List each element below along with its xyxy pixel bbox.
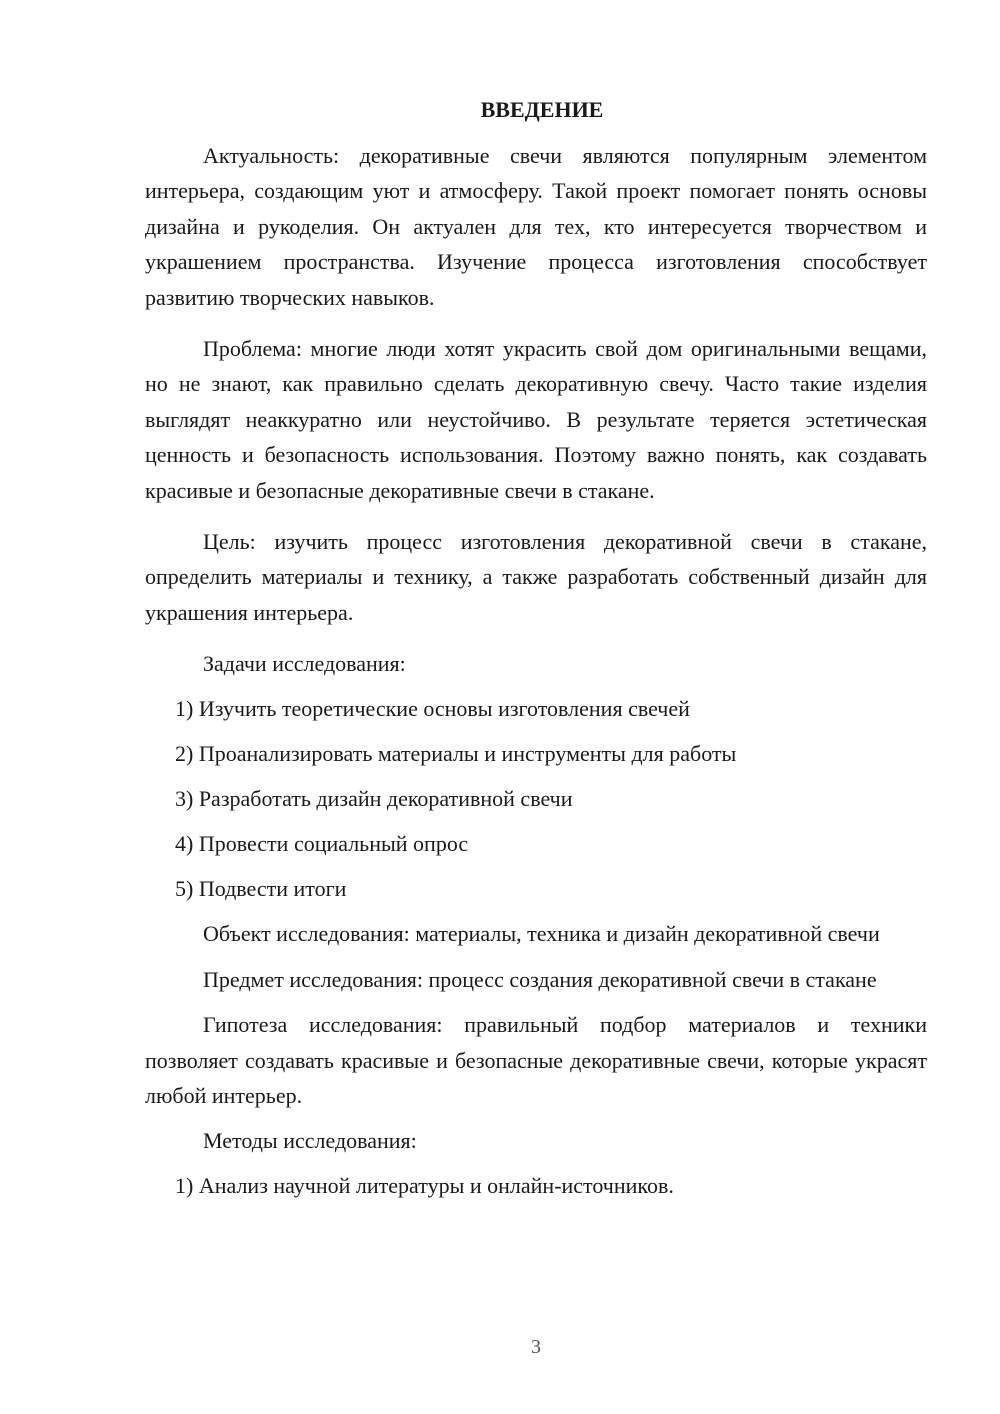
list-item: 2) Проанализировать материалы и инструменты для работы — [175, 741, 737, 767]
methods-title: Методы исследования: — [203, 1128, 417, 1154]
section-heading: ВВЕДЕНИЕ — [480, 97, 604, 122]
object-paragraph: Объект исследования: материалы, техника и дизайн декоративной свечи — [203, 921, 880, 947]
goal-paragraph: Цель: изучить процесс изготовления декоративной свечи в стакане, определить материалы и технику, а также разработать собственный дизайн для украшения интерьера. — [145, 529, 927, 625]
hypothesis-paragraph: Гипотеза исследования: правильный подбор материалов и техники позволяет создавать красивые и безопасные декоративные свечи, которые украсят любой интерьер. — [145, 1012, 927, 1108]
list-item: 1) Изучить теоретические основы изготовления свечей — [175, 696, 690, 722]
relevance-paragraph: Актуальность: декоративные свечи являются популярным элементом интерьера, создающим уют и атмосферу. Такой проект помогает понять основы дизайна и рукоделия. Он актуален для тех, кто интересуется творчеством и украшением пространства. Изучение процесса изготовления способствует развитию творческих навыков. — [145, 143, 927, 310]
list-item: 5) Подвести итоги — [175, 876, 347, 902]
subject-paragraph: Предмет исследования: процесс создания декоративной свечи в стакане — [203, 966, 877, 992]
document-page — [145, 92, 927, 1203]
list-item: 1) Анализ научной литературы и онлайн-источников. — [175, 1173, 674, 1199]
page-number: 3 — [531, 1336, 541, 1358]
problem-paragraph: Проблема: многие люди хотят украсить свой дом оригинальными вещами, но не знают, как правильно сделать декоративную свечу. Часто такие изделия выглядят неаккуратно или неустойчиво. В результате теряется эстетическая ценность и безопасность использования. Поэтому важно понять, как создавать красивые и безопасные декоративные свечи в стакане. — [145, 336, 927, 503]
list-item: 3) Разработать дизайн декоративной свечи — [175, 786, 573, 812]
list-item: 4) Провести социальный опрос — [175, 831, 469, 857]
tasks-title: Задачи исследования: — [203, 651, 406, 677]
